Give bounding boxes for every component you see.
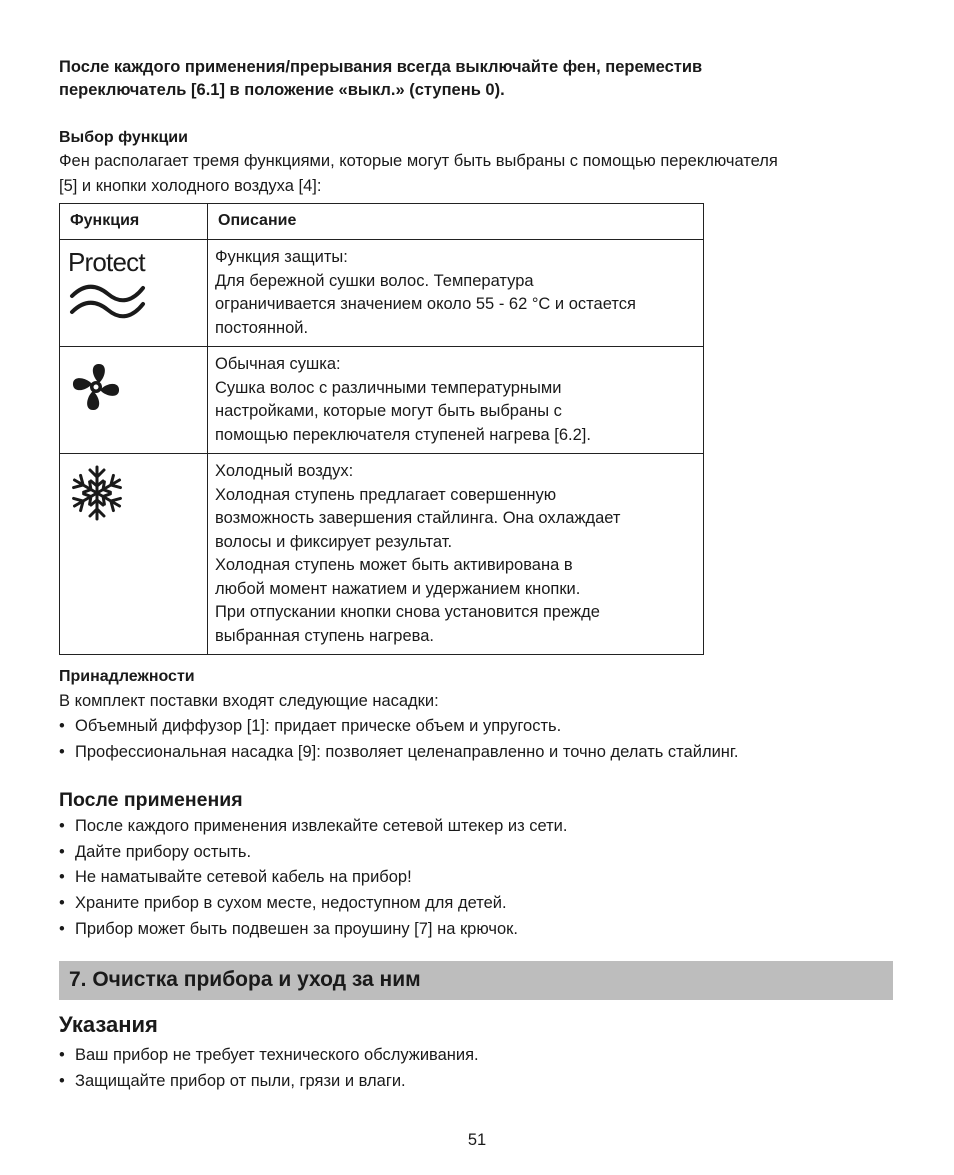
description-cell bbox=[208, 454, 704, 655]
desc-line: помощью переключателя ступеней нагрева [6.2]. bbox=[215, 425, 591, 444]
desc-line: При отпускании кнопки снова установится прежде bbox=[215, 603, 600, 621]
after-use-heading: После применения bbox=[59, 789, 243, 811]
table-row bbox=[60, 240, 704, 347]
intro-line: Фен располагает тремя функциями, которые могут быть выбраны с помощью переключателя bbox=[59, 152, 778, 170]
protect-label: Protect bbox=[68, 247, 145, 277]
accessories-heading: Принадлежности bbox=[59, 668, 195, 685]
list-item: • Ваш прибор не требует технического обслуживания. bbox=[59, 1043, 479, 1069]
desc-line: Холодная ступень может быть активирована в bbox=[215, 556, 573, 574]
list-item: • Профессиональная насадка [9]: позволяет целенаправленно и точно делать стайлинг. bbox=[59, 740, 739, 766]
protect-wave-icon bbox=[60, 240, 208, 347]
section-title: 7. Очистка прибора и уход за ним bbox=[69, 968, 421, 991]
notes-heading: Указания bbox=[59, 1012, 158, 1037]
desc-line: Холодная ступень предлагает совершенную bbox=[215, 485, 557, 504]
desc-line: Функция защиты: bbox=[215, 248, 348, 266]
section-heading-bar bbox=[59, 961, 893, 1000]
snowflake-icon bbox=[60, 454, 208, 655]
description-cell bbox=[208, 240, 704, 347]
desc-line: волосы и фиксирует результат. bbox=[215, 532, 453, 551]
desc-line: возможность завершения стайлинга. Она охлаждает bbox=[215, 509, 621, 527]
function-selection-heading: Выбор функции bbox=[59, 129, 188, 146]
warning-line: После каждого применения/прерывания всегда выключайте фен, переместив bbox=[59, 58, 703, 76]
wave-icon bbox=[68, 280, 146, 320]
list-item: • Объемный диффузор [1]: придает прическе объем и упругость. bbox=[59, 714, 739, 740]
desc-line: Холодный воздух: bbox=[215, 462, 354, 480]
list-item: • Храните прибор в сухом месте, недоступном для детей. bbox=[59, 891, 567, 917]
desc-line: выбранная ступень нагрева. bbox=[215, 626, 434, 645]
table-header-row bbox=[60, 204, 704, 240]
description-cell bbox=[208, 347, 704, 454]
list-item: • После каждого применения извлекайте сетевой штекер из сети. bbox=[59, 814, 567, 840]
desc-line: постоянной. bbox=[215, 318, 309, 337]
desc-line: любой момент нажатием и удержанием кнопки. bbox=[215, 579, 581, 598]
page-number: 51 bbox=[467, 1131, 487, 1149]
fan-icon bbox=[60, 347, 208, 454]
notes-list bbox=[59, 1043, 479, 1094]
list-item: • Не наматывайте сетевой кабель на прибор! bbox=[59, 865, 567, 891]
snowflake-symbol-icon bbox=[68, 464, 126, 522]
accessories-intro: В комплект поставки входят следующие насадки: bbox=[59, 692, 439, 710]
desc-line: Сушка волос с различными температурными bbox=[215, 378, 562, 397]
intro-line: [5] и кнопки холодного воздуха [4]: bbox=[59, 177, 322, 195]
desc-line: настройками, которые могут быть выбраны с bbox=[215, 402, 562, 420]
function-table bbox=[59, 203, 704, 655]
table-row bbox=[60, 454, 704, 655]
list-item: • Защищайте прибор от пыли, грязи и влаги. bbox=[59, 1069, 479, 1095]
list-item: • Дайте прибору остыть. bbox=[59, 840, 567, 866]
function-selection-intro bbox=[59, 149, 899, 199]
desc-line: Для бережной сушки волос. Температура bbox=[215, 271, 534, 290]
warning-line: переключатель [6.1] в положение «выкл.» (ступень 0). bbox=[59, 81, 505, 99]
table-row bbox=[60, 347, 704, 454]
column-header-function: Функция bbox=[60, 204, 208, 240]
desc-line: Обычная сушка: bbox=[215, 355, 341, 373]
accessories-list bbox=[59, 714, 739, 765]
after-use-list bbox=[59, 814, 567, 943]
list-item: • Прибор может быть подвешен за проушину [7] на крючок. bbox=[59, 917, 567, 943]
warning-text bbox=[59, 56, 899, 102]
column-header-description: Описание bbox=[208, 204, 704, 240]
desc-line: ограничивается значением около 55 - 62 °С и остается bbox=[215, 295, 636, 313]
fan-symbol-icon bbox=[68, 359, 124, 415]
